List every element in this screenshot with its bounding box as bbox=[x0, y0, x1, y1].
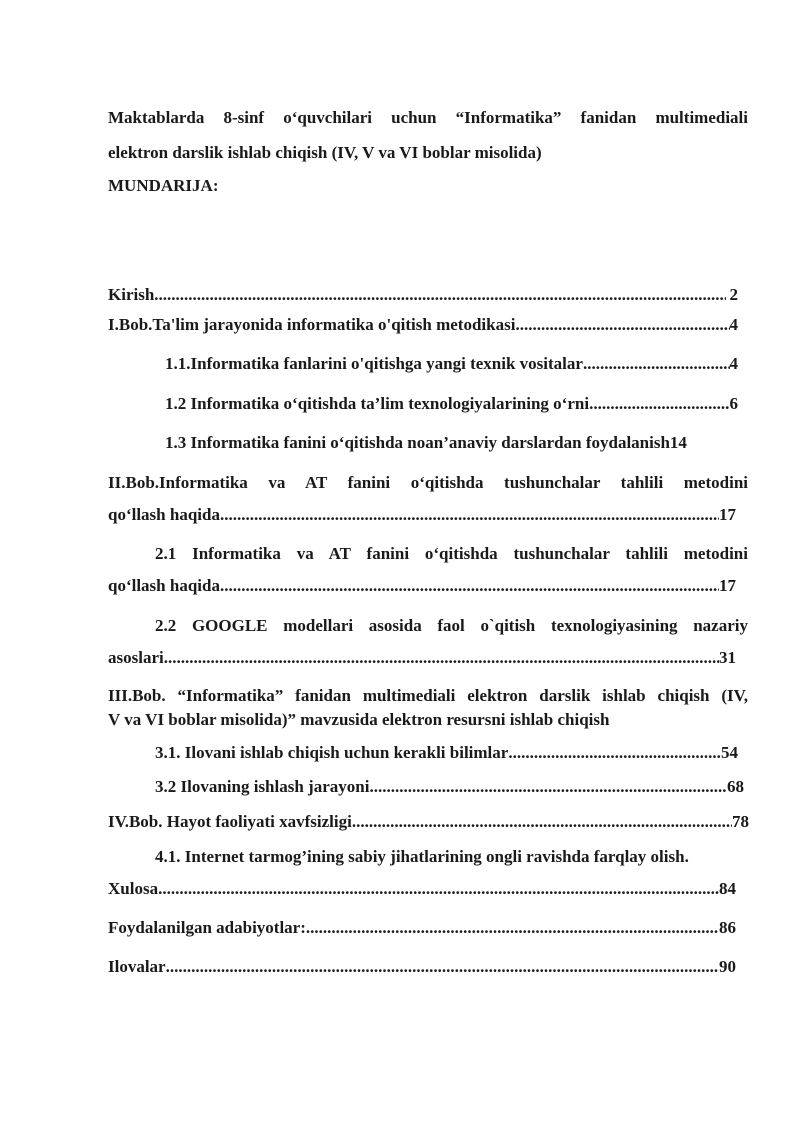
toc-page-number: 90 bbox=[719, 957, 736, 976]
toc-page-number: 17 bbox=[719, 505, 736, 524]
toc-leader-dots bbox=[352, 812, 732, 832]
toc-heading: MUNDARIJA: bbox=[108, 176, 219, 195]
toc-page-number: 31 bbox=[719, 648, 736, 667]
toc-entry-section-1-1[interactable] bbox=[165, 354, 738, 374]
toc-entry-xulosa[interactable] bbox=[108, 879, 736, 899]
toc-entry-label: qo‘llash haqida bbox=[108, 576, 220, 595]
toc-entry-bob-3-line-2[interactable]: V va VI boblar misolida)” mavzusida elektron resursni ishlab chiqish bbox=[108, 710, 610, 729]
toc-entry-label: asoslari bbox=[108, 648, 164, 667]
toc-entry-section-3-2[interactable] bbox=[155, 777, 744, 797]
toc-entry-section-2-2-line-2[interactable] bbox=[108, 648, 736, 668]
toc-entry-label: IV.Bob. Hayot faoliyati xavfsizligi bbox=[108, 812, 352, 831]
toc-entry-section-4-1[interactable]: 4.1. Internet tarmog’ining sabiy jihatlarining ongli ravishda farqlay olish. bbox=[155, 847, 689, 866]
toc-entry-label: 1.3 Informatika fanini o‘qitishda noan’anaviy darslardan foydalanish bbox=[165, 433, 670, 452]
toc-page-number: 86 bbox=[719, 918, 736, 937]
toc-page-number: 78 bbox=[732, 812, 749, 831]
toc-entry-kirish[interactable] bbox=[108, 285, 738, 305]
toc-leader-dots bbox=[306, 918, 719, 938]
toc-leader-dots bbox=[583, 354, 730, 374]
toc-entry-section-1-3[interactable] bbox=[165, 433, 687, 453]
toc-entry-bob-1[interactable] bbox=[108, 315, 738, 335]
toc-entry-bob-2-line-2[interactable] bbox=[108, 505, 736, 525]
toc-leader-dots bbox=[154, 285, 725, 305]
toc-entry-label: Xulosa bbox=[108, 879, 159, 898]
toc-leader-dots bbox=[220, 505, 719, 525]
toc-leader-dots bbox=[220, 576, 719, 596]
toc-entry-section-2-1-line-2[interactable] bbox=[108, 576, 736, 596]
toc-page-number: 2 bbox=[729, 285, 738, 304]
toc-leader-dots bbox=[508, 743, 721, 763]
title-line-2: elektron darslik ishlab chiqish (IV, V va VI boblar misolida) bbox=[108, 143, 542, 162]
toc-leader-dots bbox=[589, 394, 729, 414]
toc-entry-label: 1.2 Informatika o‘qitishda ta’lim texnologiyalarining o‘rni bbox=[165, 394, 590, 413]
title-line-1: Maktablarda 8-sinf o‘quvchilari uchun “Informatika” fanidan multimediali bbox=[108, 108, 748, 127]
document-title bbox=[108, 100, 748, 170]
toc-entry-section-2-2-line-1[interactable]: 2.2 GOOGLE modellari asosida faol o`qitish texnologiyasining nazariy bbox=[155, 616, 748, 635]
toc-entry-bob-3-line-1[interactable]: III.Bob. “Informatika” fanidan multimediali elektron darslik ishlab chiqish (IV, bbox=[108, 686, 748, 705]
toc-entry-label: I.Bob.Ta'lim jarayonida informatika o'qitish metodikasi bbox=[108, 315, 516, 334]
toc-page-number: 4 bbox=[729, 354, 738, 373]
toc-page-number: 84 bbox=[719, 879, 736, 898]
toc-entry-bob-4[interactable] bbox=[108, 812, 749, 832]
toc-entry-label: qo‘llash haqida bbox=[108, 505, 220, 524]
toc-leader-dots bbox=[515, 315, 729, 335]
toc-entry-section-3-1[interactable] bbox=[155, 743, 738, 763]
toc-leader-dots bbox=[164, 648, 719, 668]
toc-page-number: 6 bbox=[729, 394, 738, 413]
toc-page-number: 54 bbox=[721, 743, 738, 762]
toc-entry-label: Ilovalar bbox=[108, 957, 166, 976]
toc-entry-label: 3.2 Ilovaning ishlash jarayoni bbox=[155, 777, 370, 796]
toc-leader-dots bbox=[158, 879, 719, 899]
toc-entry-section-1-2[interactable] bbox=[165, 394, 738, 414]
toc-page-number: 68 bbox=[727, 777, 744, 796]
toc-entry-bob-2-line-1[interactable]: II.Bob.Informatika va AT fanini o‘qitishda tushunchalar tahlili metodini bbox=[108, 473, 748, 492]
toc-entry-adabiyotlar[interactable] bbox=[108, 918, 736, 938]
toc-entry-label: 3.1. Ilovani ishlab chiqish uchun kerakli bilimlar bbox=[155, 743, 509, 762]
toc-page-number: 17 bbox=[719, 576, 736, 595]
toc-leader-dots bbox=[369, 777, 727, 797]
toc-entry-ilovalar[interactable] bbox=[108, 957, 736, 977]
toc-entry-label: Kirish bbox=[108, 285, 155, 304]
toc-page-number: 4 bbox=[729, 315, 738, 334]
toc-entry-label: Foydalanilgan adabiyotlar: bbox=[108, 918, 306, 937]
toc-leader-dots bbox=[166, 957, 719, 977]
toc-entry-section-2-1-line-1[interactable]: 2.1 Informatika va AT fanini o‘qitishda tushunchalar tahlili metodini bbox=[155, 544, 748, 563]
toc-page-number: 14 bbox=[669, 433, 687, 452]
toc-entry-label: 1.1.Informatika fanlarini o'qitishga yangi texnik vositalar bbox=[165, 354, 583, 373]
